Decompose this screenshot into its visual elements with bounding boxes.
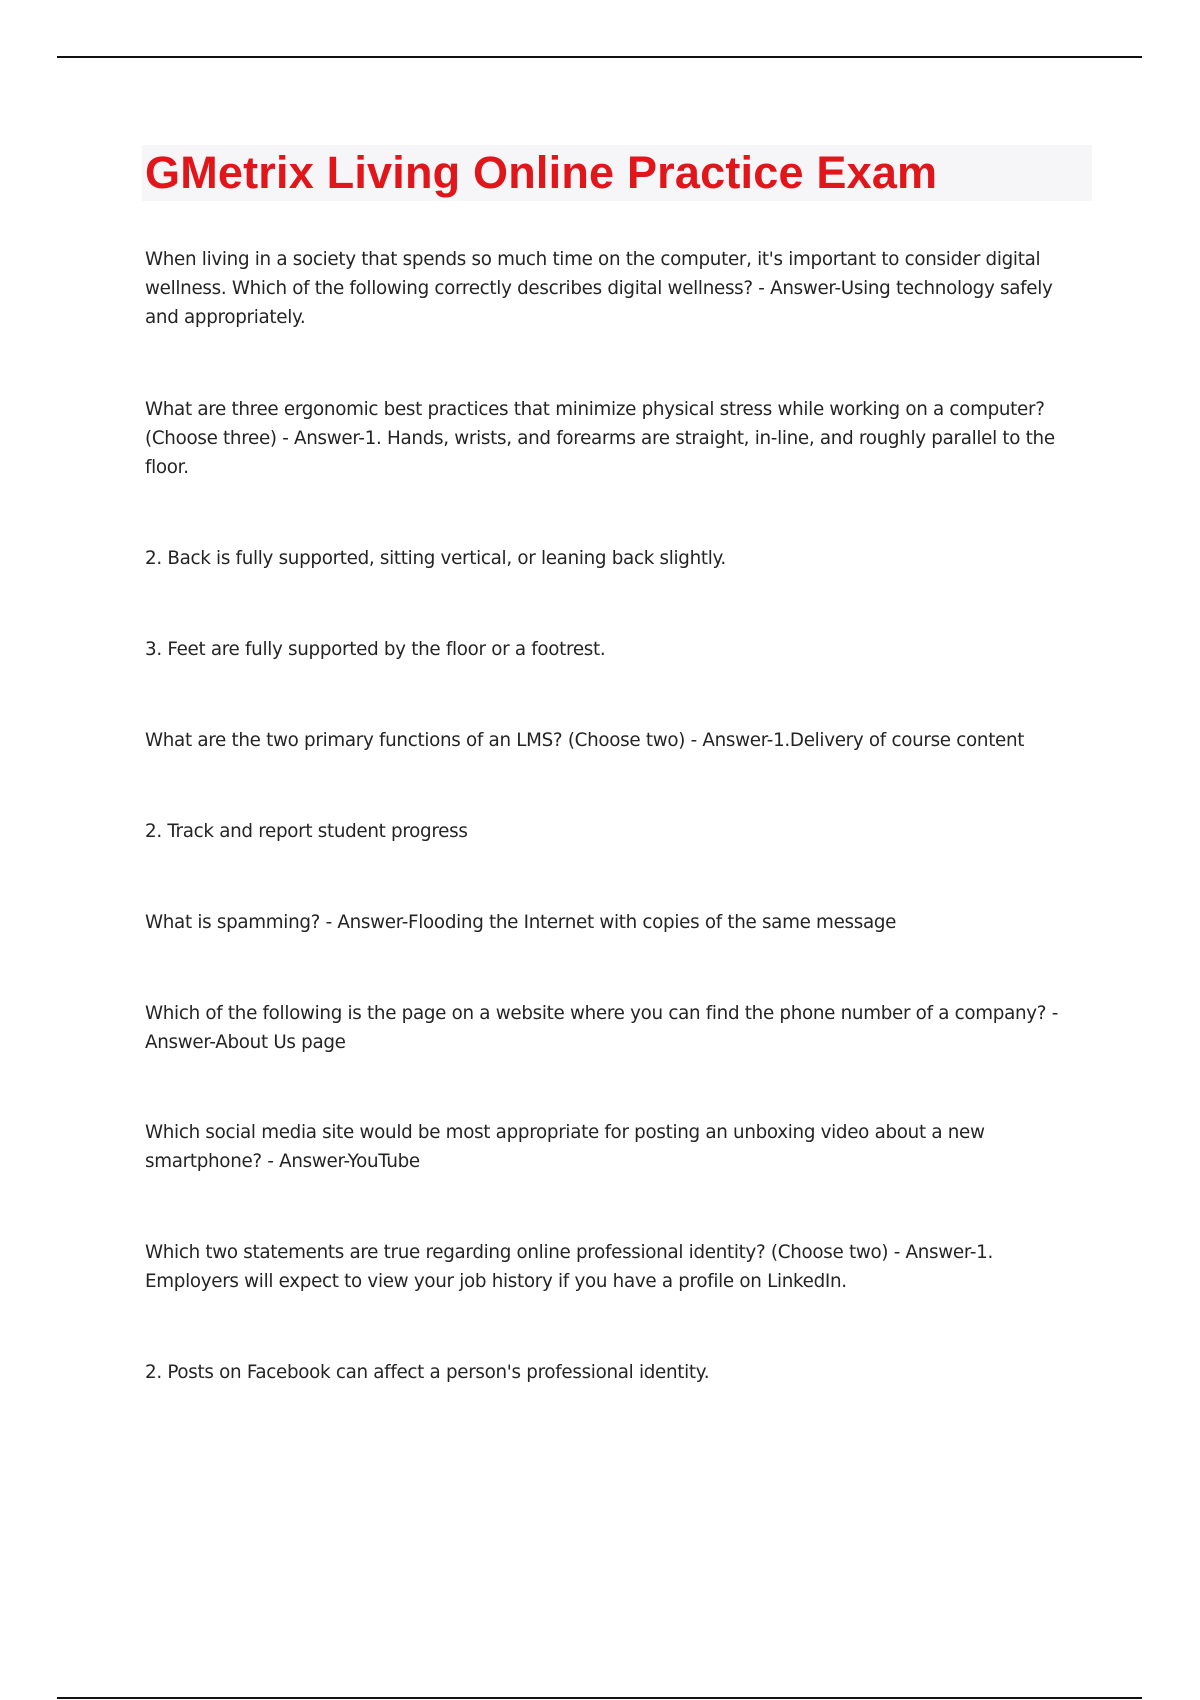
qa-paragraph: Which social media site would be most appropriate for posting an unboxing video about a new smartphone? - Answer-YouTube bbox=[145, 1122, 985, 1172]
qa-paragraph: What are three ergonomic best practices that minimize physical stress while working on a computer? (Choose three) - Answer-1. Hands, wrists, and forearms are straight, in-line, and roughly parallel to the floor. bbox=[145, 399, 1055, 478]
qa-paragraph: 2. Back is fully supported, sitting vertical, or leaning back slightly. bbox=[145, 548, 726, 569]
qa-paragraph: 2. Posts on Facebook can affect a person's professional identity. bbox=[145, 1362, 710, 1383]
qa-paragraph: When living in a society that spends so much time on the computer, it's important to consider digital wellness. Which of the following correctly describes digital wellness? - Answer-Using technology safely and appropriately. bbox=[145, 249, 1053, 328]
qa-paragraph: What are the two primary functions of an LMS? (Choose two) - Answer-1.Delivery of course content bbox=[145, 730, 1025, 751]
qa-paragraph: What is spamming? - Answer-Flooding the Internet with copies of the same message bbox=[145, 912, 897, 933]
qa-paragraph: Which of the following is the page on a website where you can find the phone number of a company? - Answer-About Us page bbox=[145, 1003, 1058, 1053]
qa-paragraph: 3. Feet are fully supported by the floor or a footrest. bbox=[145, 639, 606, 660]
qa-paragraph: 2. Track and report student progress bbox=[145, 821, 468, 842]
qa-paragraph: Which two statements are true regarding online professional identity? (Choose two) - Answer-1. Employers will expect to view your job history if you have a profile on LinkedIn. bbox=[145, 1242, 994, 1292]
document-title: GMetrix Living Online Practice Exam bbox=[145, 147, 938, 198]
header-rule bbox=[57, 56, 1142, 58]
footer-rule bbox=[57, 1697, 1142, 1699]
